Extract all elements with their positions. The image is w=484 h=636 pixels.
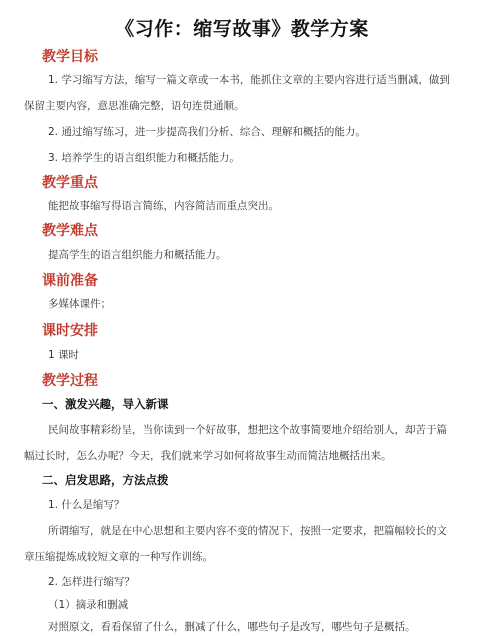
goal-1-line-2: 保留主要内容，意思准确完整，语句连贯通顺。 xyxy=(24,100,245,112)
goal-1-line-1: 1. 学习缩写方法，缩写一篇文章或一本书，能抓住文章的主要内容进行适当删减，做到 xyxy=(48,74,450,86)
process-part-1-line-1: 民间故事精彩纷呈，当你读到一个好故事，想把这个故事简要地介绍给别人，却苦于篇 xyxy=(48,424,447,436)
key-points-text: 能把故事缩写得语言简练，内容简洁而重点突出。 xyxy=(48,200,279,212)
answer-1-line-2: 章压缩提炼成较短文章的一种写作训练。 xyxy=(24,551,213,563)
difficulties-text: 提高学生的语言组织能力和概括能力。 xyxy=(48,249,227,261)
answer-1-line-1: 所谓缩写，就是在中心思想和主要内容不变的情况下，按照一定要求，把篇幅较长的文 xyxy=(48,525,447,537)
schedule-text: 1 课时 xyxy=(48,349,80,361)
heading-difficulties: 教学难点 xyxy=(42,223,98,239)
goal-3: 3. 培养学生的语言组织能力和概括能力。 xyxy=(48,152,240,164)
question-1: 1. 什么是缩写？ xyxy=(48,499,125,511)
heading-key-points: 教学重点 xyxy=(42,175,98,191)
process-part-2-heading: 二、启发思路，方法点拨 xyxy=(42,473,169,487)
document-title: 《习作：缩写故事》教学方案 xyxy=(115,18,369,40)
step-1-text: 对照原文，看看保留了什么，删减了什么，哪些句子是改写，哪些句子是概括。 xyxy=(48,621,416,633)
heading-preparation: 课前准备 xyxy=(42,273,98,289)
question-2: 2. 怎样进行缩写？ xyxy=(48,576,135,588)
step-1: （1）摘录和删减 xyxy=(48,599,129,611)
heading-schedule: 课时安排 xyxy=(42,323,98,339)
process-part-1-heading: 一、激发兴趣，导入新课 xyxy=(42,397,169,411)
preparation-text: 多媒体课件； xyxy=(48,298,111,310)
heading-teaching-process: 教学过程 xyxy=(42,373,98,389)
heading-teaching-goals: 教学目标 xyxy=(42,49,98,65)
process-part-1-line-2: 幅过长时，怎么办呢？今天，我们就来学习如何将故事生动而简洁地概括出来。 xyxy=(24,450,392,462)
goal-2: 2. 通过缩写练习，进一步提高我们分析、综合、理解和概括的能力。 xyxy=(48,126,366,138)
